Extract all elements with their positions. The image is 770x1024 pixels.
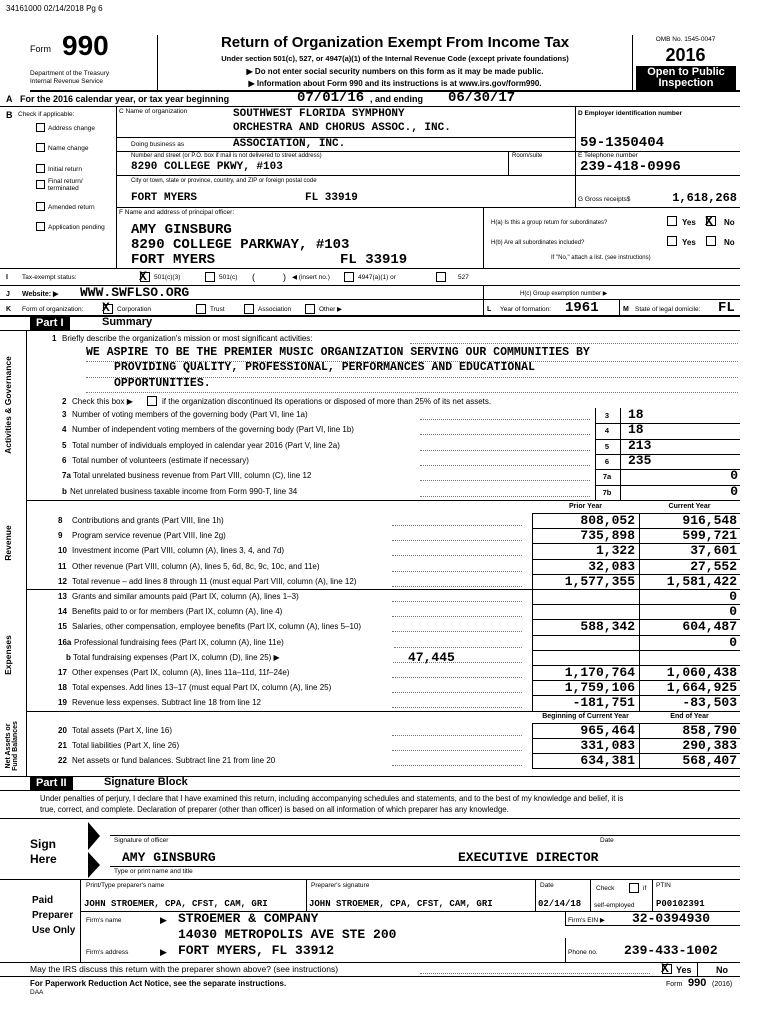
gov-line-text: Total number of individuals employed in calendar year 2016 (Part V, line 2a) bbox=[72, 440, 340, 450]
part1-title: Summary bbox=[102, 316, 153, 328]
4947-checkbox[interactable] bbox=[344, 272, 354, 282]
self-employed-label: self-employed bbox=[594, 902, 635, 909]
rev_lines-line-num: 8 bbox=[58, 516, 63, 525]
gov-line-value[interactable]: 18 bbox=[628, 422, 644, 438]
state-zip-value[interactable]: FL 33919 bbox=[305, 192, 358, 204]
exp_lines-prior-value[interactable]: -181,751 bbox=[572, 695, 635, 711]
gov-line-text: Total unrelated business revenue from Part VIII, column (C), line 12 bbox=[73, 471, 312, 481]
preparer-date[interactable]: 02/14/18 bbox=[538, 899, 582, 909]
sign-word: Sign bbox=[30, 837, 56, 851]
association-checkbox[interactable] bbox=[244, 304, 254, 314]
gov-line-value[interactable]: 0 bbox=[730, 468, 738, 484]
net_lines-prior-value[interactable]: 331,083 bbox=[580, 737, 635, 753]
gov-line-box-label: 7b bbox=[602, 487, 612, 497]
col-header-current: End of Year bbox=[670, 712, 709, 720]
exp_lines-line-text: Other expenses (Part IX, column (A), lines 11a–11d, 11f–24e) bbox=[72, 668, 290, 677]
phone-label: Phone no. bbox=[568, 949, 598, 956]
firm-ein[interactable]: 32-0394930 bbox=[632, 911, 711, 926]
name-change-checkbox[interactable] bbox=[36, 143, 45, 152]
gov-line-text: Number of independent voting members of the governing body (Part VI, line 1b) bbox=[72, 425, 354, 435]
line1-text: Briefly describe the organization's mission or most significant activities: bbox=[62, 334, 313, 343]
h-b-text: H(b) Are all subordinates included? bbox=[491, 240, 585, 246]
footer-form-number: 990 bbox=[688, 977, 707, 989]
rev_lines-line-num: 9 bbox=[58, 531, 63, 541]
line-a-label: A bbox=[6, 94, 13, 104]
firm-ein-label: Firm's EIN ▶ bbox=[568, 917, 605, 924]
gov-line-box-label: 3 bbox=[604, 411, 610, 420]
exp_lines-line-text: Benefits paid to or for members (Part IX, column (A), line 4) bbox=[72, 607, 283, 617]
501c-checkbox[interactable] bbox=[205, 272, 215, 282]
rev_lines-prior-value[interactable]: 735,898 bbox=[580, 528, 635, 544]
col-header-prior: Beginning of Current Year bbox=[542, 712, 629, 720]
preparer-signature[interactable]: JOHN STROEMER, CPA, CFST, CAM, GRI bbox=[309, 899, 493, 909]
city-value[interactable]: FORT MYERS bbox=[131, 192, 198, 204]
prep-name-label: Print/Type preparer's name bbox=[86, 882, 165, 889]
gov-line-value[interactable]: 213 bbox=[628, 437, 652, 453]
daa-label: DAA bbox=[30, 989, 44, 996]
527-checkbox[interactable] bbox=[436, 272, 446, 282]
perjury-line1: Under penalties of perjury, I declare that I have examined this return, including accompanying schedules and statements, and to the best of my knowledge and belief, it is bbox=[40, 794, 624, 803]
net_lines-line-text: Total assets (Part X, line 16) bbox=[72, 725, 173, 735]
rev_lines-line-num: 10 bbox=[58, 546, 67, 556]
signer-title[interactable]: EXECUTIVE DIRECTOR bbox=[458, 850, 599, 865]
exp_lines-current-value[interactable]: 0 bbox=[729, 604, 737, 620]
check-label: Check bbox=[596, 885, 615, 892]
sig-officer-label: Signature of officer bbox=[114, 837, 169, 844]
rev_lines-current-value[interactable]: 37,601 bbox=[690, 543, 737, 559]
ein-value[interactable]: 59-1350404 bbox=[580, 135, 665, 151]
address-change-checkbox[interactable] bbox=[36, 123, 45, 132]
officer-state-zip[interactable]: FL 33919 bbox=[340, 252, 408, 268]
line-a-text: For the 2016 calendar year, or tax year beginning bbox=[20, 94, 230, 104]
firm-address-2[interactable]: FORT MYERS, FL 33912 bbox=[178, 943, 335, 958]
net_lines-line-text: Net assets or fund balances. Subtract line 21 from line 20 bbox=[72, 756, 276, 765]
rev_lines-line-text: Investment income (Part VIII, column (A), lines 3, 4, and 7d) bbox=[72, 546, 285, 556]
corporation-label: Corporation bbox=[117, 306, 151, 313]
gov-line-num: 4 bbox=[62, 425, 67, 435]
filing-stamp: 34161000 02/14/2018 Pg 6 bbox=[6, 4, 103, 13]
ein-label: D Employer identification number bbox=[578, 110, 683, 117]
gov-line-text: Total number of volunteers (estimate if necessary) bbox=[72, 455, 249, 465]
org-name-line1[interactable]: SOUTHWEST FLORIDA SYMPHONY bbox=[233, 108, 405, 120]
side-label-governance: Activities & Governance bbox=[3, 356, 13, 454]
side-label-net-assets: Net Assets or Fund Balances bbox=[5, 721, 19, 771]
association-label: Association bbox=[258, 306, 292, 313]
prep-date-label: Date bbox=[540, 882, 554, 889]
ptin-label: PTIN bbox=[656, 882, 671, 889]
officer-city[interactable]: FORT MYERS bbox=[131, 252, 216, 268]
gov-line-value[interactable]: 235 bbox=[628, 452, 652, 468]
exp_lines-line-text: Total expenses. Add lines 13–17 (must equal Part IX, column (A), line 25) bbox=[72, 683, 332, 693]
4947-label: 4947(a)(1) or bbox=[358, 274, 396, 281]
year-formation-label: Year of formation: bbox=[500, 306, 552, 313]
col-header-current: Current Year bbox=[668, 503, 711, 510]
rev_lines-current-value[interactable]: 27,552 bbox=[690, 558, 737, 574]
firm-address-label: Firm's address bbox=[86, 949, 129, 956]
form-word: Form bbox=[30, 44, 51, 54]
gross-receipts-value[interactable]: 1,618,268 bbox=[672, 191, 737, 205]
city-label: City or town, state or province, country, and ZIP or foreign postal code bbox=[131, 178, 317, 184]
hb-yes-checkbox[interactable] bbox=[667, 236, 677, 246]
preparer-word: Preparer bbox=[32, 910, 74, 921]
rev_lines-prior-value[interactable]: 1,322 bbox=[595, 543, 635, 559]
exp_lines-line-num: 14 bbox=[58, 607, 67, 617]
ha-no-label: No bbox=[724, 218, 735, 227]
here-word: Here bbox=[30, 852, 57, 866]
exp_lines-current-value[interactable]: 1,060,438 bbox=[666, 665, 737, 680]
open-to-public: Open to Public bbox=[647, 66, 725, 78]
exp_lines-line-num: b bbox=[66, 652, 71, 662]
and-ending-text: , and ending bbox=[370, 94, 423, 104]
net_lines-current-value[interactable]: 858,790 bbox=[682, 722, 737, 738]
domicile-value[interactable]: FL bbox=[718, 300, 735, 316]
part1-label: Part I bbox=[30, 316, 70, 330]
line2-text-a: Check this box ▶ bbox=[72, 397, 133, 406]
ssn-warning: ▶ Do not enter social security numbers on this form as it may be made public. bbox=[246, 67, 544, 76]
dba-value[interactable]: ASSOCIATION, INC. bbox=[233, 138, 346, 150]
prep-sig-label: Preparer's signature bbox=[311, 882, 370, 889]
rev_lines-prior-value[interactable]: 32,083 bbox=[588, 558, 635, 574]
irs-service: Internal Revenue Service bbox=[30, 78, 103, 85]
hb-no-label: No bbox=[724, 238, 735, 247]
tax-exempt-status-label: Tax-exempt status: bbox=[22, 274, 77, 281]
gov-line-box-label: 5 bbox=[604, 441, 610, 451]
dba-label: Doing business as bbox=[131, 141, 185, 148]
org-name-line2[interactable]: ORCHESTRA AND CHORUS ASSOC., INC. bbox=[233, 122, 451, 134]
paid-word: Paid bbox=[32, 895, 54, 906]
telephone-label: E Telephone number bbox=[578, 152, 638, 159]
rev_lines-line-text: Contributions and grants (Part VIII, line 1h) bbox=[72, 516, 224, 525]
exp_lines-line-num: 17 bbox=[58, 668, 67, 677]
gov-line-text: Number of voting members of the governing body (Part VI, line 1a) bbox=[72, 410, 308, 419]
use-only-word: Use Only bbox=[32, 925, 76, 936]
rev_lines-prior-value[interactable]: 808,052 bbox=[580, 513, 635, 528]
tax-year-begin[interactable]: 07/01/16 bbox=[297, 90, 365, 106]
rev_lines-prior-value[interactable]: 1,577,355 bbox=[564, 573, 635, 589]
footer-form-year: (2016) bbox=[712, 981, 733, 988]
group-exemption-label: H(c) Group exemption number ▶ bbox=[520, 291, 608, 297]
discuss-question: May the IRS discuss this return with the preparer shown above? (see instructions) bbox=[30, 964, 339, 974]
net_lines-current-value[interactable]: 568,407 bbox=[682, 753, 737, 768]
street-label: Number and street (or P.O. box if mail is not delivered to street address) bbox=[131, 153, 322, 159]
preparer-ptin[interactable]: P00102391 bbox=[656, 899, 705, 909]
exp_lines-prior-value[interactable]: 1,759,106 bbox=[564, 680, 635, 696]
department: Department of the Treasury bbox=[30, 70, 110, 77]
h-note: If "No," attach a list. (see instructions) bbox=[551, 255, 651, 261]
rev_lines-current-value[interactable]: 916,548 bbox=[682, 513, 737, 528]
side-label-revenue: Revenue bbox=[3, 525, 13, 561]
exp_lines-prior-value[interactable]: 1,170,764 bbox=[564, 665, 635, 680]
trust-checkbox[interactable] bbox=[196, 304, 206, 314]
final-return-label: Final return/ terminated bbox=[48, 178, 83, 193]
exp_lines-line-text: Salaries, other compensation, employee benefits (Part IX, column (A), lines 5–10) bbox=[72, 622, 362, 632]
527-label: 527 bbox=[458, 274, 469, 281]
gov-line-num: 7a bbox=[62, 471, 71, 481]
rev_lines-line-text: Total revenue – add lines 8 through 11 (must equal Part VIII, column (A), line 12) bbox=[72, 576, 357, 586]
exp_lines-line-num: 19 bbox=[58, 698, 67, 708]
sig-date-label: Date bbox=[600, 837, 614, 844]
line-j-label: J bbox=[6, 291, 10, 298]
website-label: Website: ▶ bbox=[22, 291, 59, 298]
sign-arrows bbox=[88, 822, 102, 878]
discuss-yes-label: Yes bbox=[676, 965, 692, 975]
section-b-label: B bbox=[6, 110, 13, 120]
firm-phone[interactable]: 239-433-1002 bbox=[624, 943, 718, 958]
exp_lines-line-num: 13 bbox=[58, 592, 67, 601]
footer-form-word: Form bbox=[666, 981, 683, 988]
net_lines-line-text: Total liabilities (Part X, line 26) bbox=[72, 740, 180, 750]
exp_lines-prior-value[interactable]: 588,342 bbox=[580, 619, 635, 635]
line2-text-b: if the organization discontinued its operations or disposed of more than 25% of its net assets. bbox=[162, 397, 492, 406]
gov-line-num: 3 bbox=[62, 410, 67, 419]
firm-address-arrow: ▶ bbox=[160, 947, 167, 957]
net_lines-line-num: 21 bbox=[58, 740, 67, 750]
hb-no-checkbox[interactable] bbox=[706, 236, 716, 246]
form-number: 990 bbox=[62, 30, 109, 61]
firm-name-arrow: ▶ bbox=[160, 915, 167, 925]
application-pending-label: Application pending bbox=[48, 224, 105, 231]
officer-address[interactable]: 8290 COLLEGE PARKWAY, #103 bbox=[131, 237, 350, 253]
line1-num: 1 bbox=[52, 334, 57, 343]
exp_lines-current-value[interactable]: 0 bbox=[729, 634, 737, 650]
self-employed-checkbox[interactable] bbox=[629, 883, 639, 893]
net_lines-prior-value[interactable]: 634,381 bbox=[580, 753, 635, 768]
line-k-label: K bbox=[6, 306, 12, 313]
inspection: Inspection bbox=[658, 77, 714, 89]
other-label: Other ▶ bbox=[319, 306, 343, 313]
name-change-label: Name change bbox=[48, 145, 89, 152]
year-formation-value[interactable]: 1961 bbox=[565, 300, 599, 316]
final-return-checkbox[interactable] bbox=[36, 180, 45, 189]
gov-line-box-label: 7a bbox=[602, 472, 612, 482]
room-suite-label: Room/suite bbox=[512, 153, 543, 159]
gov-line-text: Net unrelated business taxable income from Form 990-T, line 34 bbox=[70, 486, 298, 496]
discuss-no-label: No bbox=[716, 965, 728, 975]
exp_lines-line-num: 16a bbox=[58, 637, 72, 647]
if-label: if bbox=[643, 885, 647, 892]
rev_lines-line-text: Other revenue (Part VIII, column (A), lines 5, 6d, 8c, 9c, 10c, and 11e) bbox=[72, 561, 320, 571]
firm-name-label: Firm's name bbox=[86, 917, 122, 924]
form-subtitle: Under section 501(c), 527, or 4947(a)(1) of the Internal Revenue Code (except private foundations) bbox=[221, 54, 569, 63]
officer-name[interactable]: AMY GINSBURG bbox=[131, 222, 232, 238]
gov-line-num: 6 bbox=[62, 455, 67, 465]
net_lines-line-num: 22 bbox=[58, 756, 67, 765]
mission-line-3[interactable]: OPPORTUNITIES. bbox=[114, 377, 211, 390]
trust-label: Trust bbox=[210, 306, 225, 313]
gov-line-box-label: 4 bbox=[604, 426, 610, 436]
ha-yes-checkbox[interactable] bbox=[667, 216, 677, 226]
firm-address-1[interactable]: 14030 METROPOLIS AVE STE 200 bbox=[178, 927, 397, 942]
exp_lines-current-value[interactable]: 604,487 bbox=[682, 619, 737, 635]
paren-close: ) bbox=[283, 272, 286, 282]
signer-name[interactable]: AMY GINSBURG bbox=[122, 850, 216, 865]
section-b-title: Check if applicable: bbox=[18, 111, 75, 118]
form-of-org-label: Form of organization: bbox=[22, 306, 84, 313]
perjury-line2: true, correct, and complete. Declaration of preparer (other than officer) is based on all information of which preparer has any knowledge. bbox=[40, 805, 509, 814]
type-name-label: Type or print name and title bbox=[114, 868, 193, 875]
preparer-name[interactable]: JOHN STROEMER, CPA, CFST, CAM, GRI bbox=[84, 899, 268, 909]
firm-name[interactable]: STROEMER & COMPANY bbox=[178, 911, 319, 926]
domicile-label: State of legal domicile: bbox=[635, 306, 701, 313]
rev_lines-current-value[interactable]: 599,721 bbox=[682, 528, 737, 544]
line-m-label: M bbox=[623, 306, 629, 313]
exp_lines-current-value[interactable]: -83,503 bbox=[682, 695, 737, 711]
other-checkbox[interactable] bbox=[305, 304, 315, 314]
line2-num: 2 bbox=[62, 397, 67, 406]
org-name-label: C Name of organization bbox=[119, 108, 188, 115]
gov-line-value[interactable]: 18 bbox=[628, 407, 644, 422]
net_lines-current-value[interactable]: 290,383 bbox=[682, 737, 737, 753]
col-header-prior: Prior Year bbox=[569, 503, 602, 510]
net_lines-line-num: 20 bbox=[58, 725, 67, 735]
side-label-expenses: Expenses bbox=[3, 635, 13, 675]
rev_lines-line-num: 11 bbox=[58, 561, 67, 571]
amended-return-checkbox[interactable] bbox=[36, 202, 45, 211]
tax-year: 2016 bbox=[665, 45, 706, 65]
website-value[interactable]: WWW.SWFLSO.ORG bbox=[80, 285, 190, 300]
line-l-label: L bbox=[487, 306, 492, 313]
rev_lines-current-value[interactable]: 1,581,422 bbox=[666, 573, 737, 589]
ha-yes-label: Yes bbox=[682, 218, 696, 227]
501c3-mark: X bbox=[139, 269, 147, 284]
hb-yes-label: Yes bbox=[682, 238, 696, 247]
gov-line-num: 5 bbox=[62, 440, 67, 450]
exp_lines-line-text: Professional fundraising fees (Part IX, column (A), line 11e) bbox=[74, 637, 284, 647]
501c-label: 501(c) bbox=[219, 274, 238, 281]
amended-return-label: Amended return bbox=[48, 204, 95, 211]
application-pending-checkbox[interactable] bbox=[36, 222, 45, 231]
instructions-note: ▶ Information about Form 990 and its instructions is at www.irs.gov/form990. bbox=[248, 79, 542, 88]
officer-label: F Name and address of principal officer: bbox=[119, 209, 235, 216]
exp_lines-current-value[interactable]: 1,664,925 bbox=[666, 680, 737, 696]
line-i-label: I bbox=[6, 274, 8, 281]
rev_lines-line-num: 12 bbox=[58, 576, 67, 586]
exp_lines-line-text: Total fundraising expenses (Part IX, column (D), line 25) ▶ bbox=[73, 652, 280, 662]
exp_lines-line-text: Revenue less expenses. Subtract line 18 from line 12 bbox=[72, 698, 261, 708]
exp_lines-line-inline-value[interactable]: 47,445 bbox=[408, 649, 455, 665]
paren-open: ( bbox=[252, 272, 255, 282]
exp_lines-current-value[interactable]: 0 bbox=[729, 589, 737, 604]
telephone-value[interactable]: 239-418-0996 bbox=[580, 159, 681, 175]
mission-line-2[interactable]: PROVIDING QUALITY, PROFESSIONAL, PERFORMANCES AND EDUCATIONAL bbox=[114, 361, 535, 374]
street-value[interactable]: 8290 COLLEGE PKWY, #103 bbox=[131, 161, 283, 173]
corporation-mark: X bbox=[102, 300, 110, 315]
gov-line-num: b bbox=[62, 486, 67, 496]
tax-year-end[interactable]: 06/30/17 bbox=[448, 90, 516, 106]
initial-return-checkbox[interactable] bbox=[36, 164, 45, 173]
discuss-yes-mark: X bbox=[661, 961, 669, 976]
form-title: Return of Organization Exempt From Income Tax bbox=[220, 34, 570, 51]
net_lines-prior-value[interactable]: 965,464 bbox=[580, 722, 635, 738]
gross-receipts-label: G Gross receipts$ bbox=[578, 196, 631, 203]
discontinued-checkbox[interactable] bbox=[147, 396, 157, 406]
h-a-text: H(a) Is this a group return for subordinates? bbox=[491, 220, 608, 226]
exp_lines-line-num: 15 bbox=[58, 622, 67, 632]
rev_lines-line-text: Program service revenue (Part VIII, line 2g) bbox=[72, 531, 226, 541]
initial-return-label: Initial return bbox=[48, 166, 82, 173]
part2-label: Part II bbox=[30, 776, 73, 790]
mission-line-1[interactable]: WE ASPIRE TO BE THE PREMIER MUSIC ORGANIZATION SERVING OUR COMMUNITIES BY bbox=[86, 346, 590, 359]
gov-line-box-label: 6 bbox=[604, 456, 610, 466]
501c3-label: 501(c)(3) bbox=[154, 274, 181, 281]
part2-title: Signature Block bbox=[104, 776, 188, 788]
insert-no-label: ◀ (insert no.) bbox=[292, 274, 330, 281]
paperwork-notice: For Paperwork Reduction Act Notice, see the separate instructions. bbox=[30, 979, 287, 988]
address-change-label: Address change bbox=[48, 125, 95, 132]
gov-line-value[interactable]: 0 bbox=[730, 483, 738, 499]
omb-number: OMB No. 1545-0047 bbox=[655, 36, 716, 43]
exp_lines-line-text: Grants and similar amounts paid (Part IX, column (A), lines 1–3) bbox=[72, 592, 299, 601]
exp_lines-line-num: 18 bbox=[58, 683, 67, 693]
ha-no-mark: X bbox=[705, 214, 713, 229]
